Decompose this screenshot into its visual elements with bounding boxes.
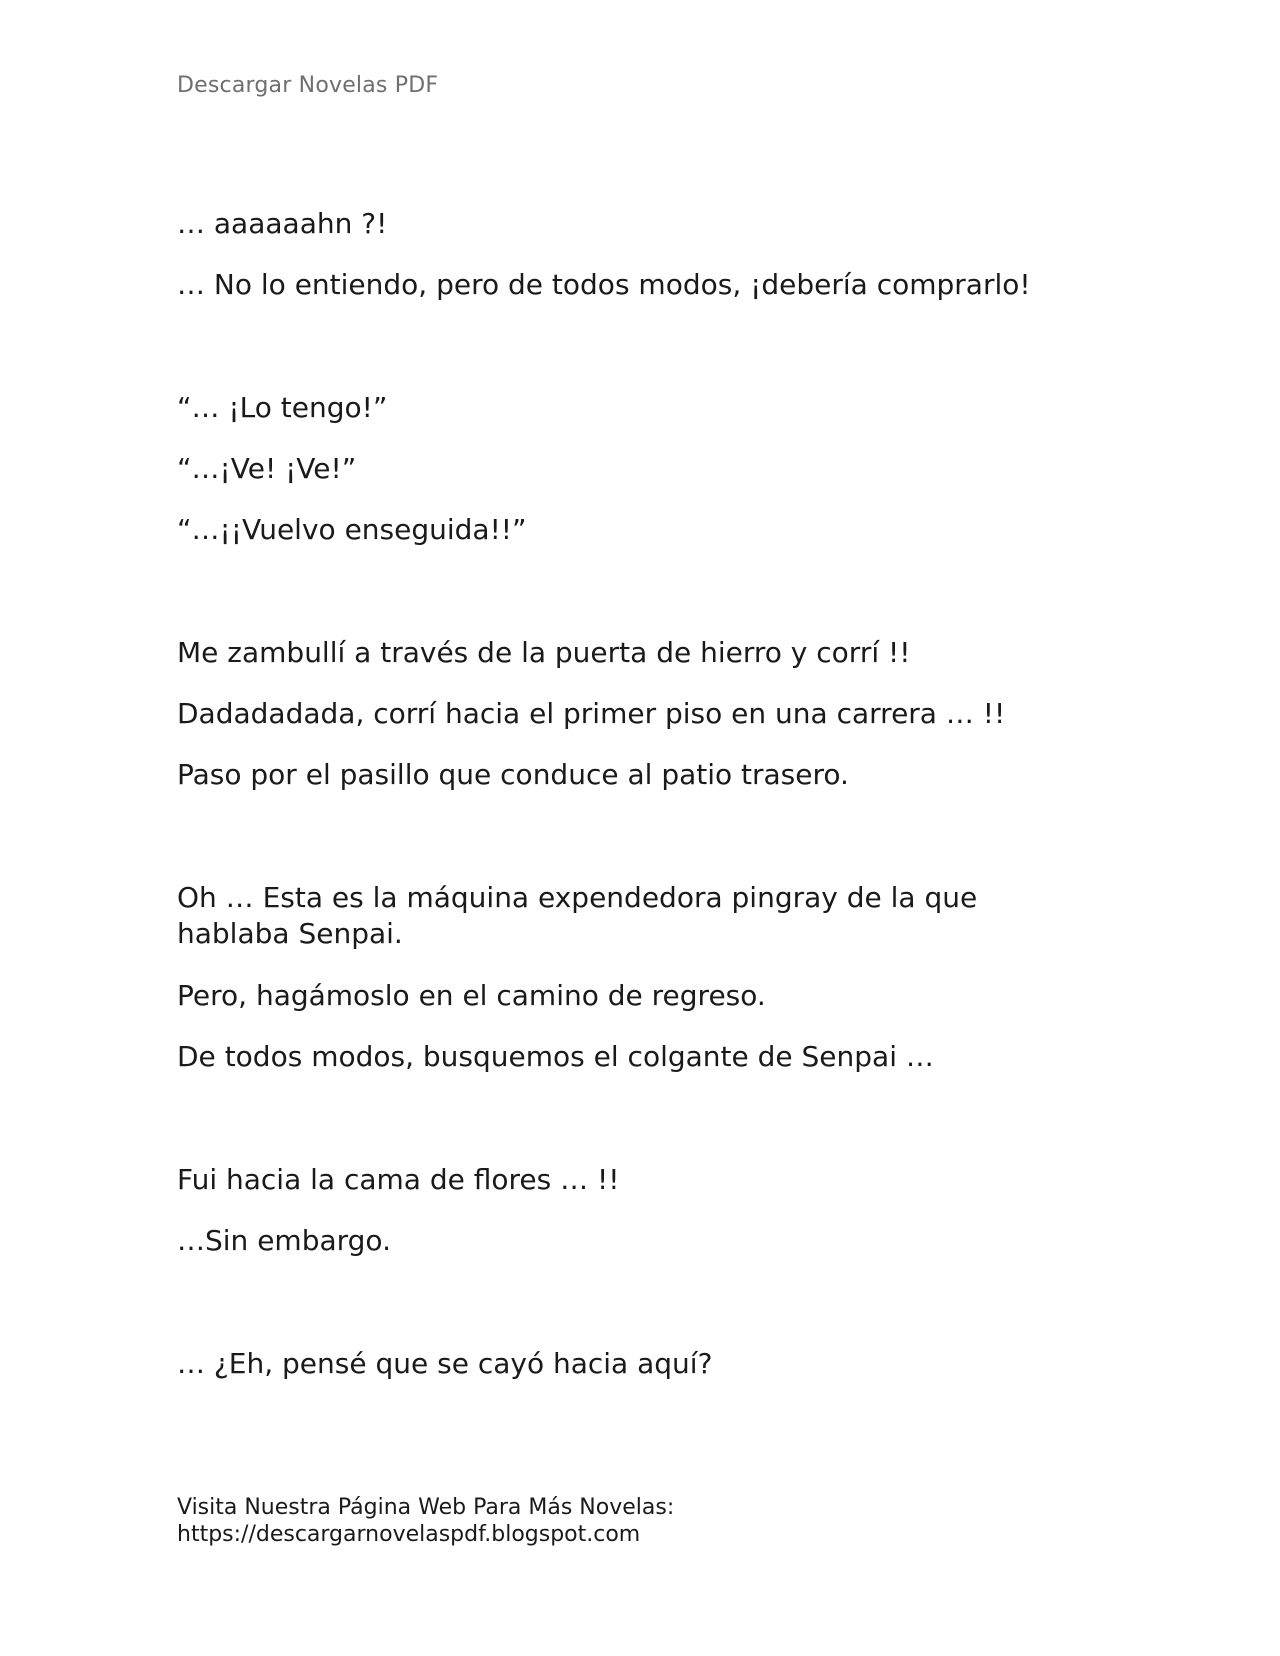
paragraph: De todos modos, busquemos el colgante de Senpai … (177, 1040, 934, 1073)
footer-text: Visita Nuestra Página Web Para Más Novelas: (177, 1495, 675, 1520)
footer-link: https://descargarnovelaspdf.blogspot.com (177, 1522, 641, 1547)
paragraph: “…¡¡Vuelvo enseguida!!” (177, 513, 527, 546)
page-footer (177, 1494, 674, 1548)
paragraph: “… ¡Lo tengo!” (177, 391, 388, 424)
paragraph: “…¡Ve! ¡Ve!” (177, 452, 357, 485)
paragraph: Fui hacia la cama de flores … !! (177, 1163, 620, 1196)
paragraph: … aaaaaahn ?! (177, 207, 388, 240)
paragraph: Dadadadada, corrí hacia el primer piso en una carrera … !! (177, 697, 1006, 730)
paragraph: …Sin embargo. (177, 1224, 391, 1257)
paragraph: … ¿Eh, pensé que se cayó hacia aquí? (177, 1347, 713, 1380)
paragraph: … No lo entiendo, pero de todos modos, ¡debería comprarlo! (177, 268, 1031, 301)
paragraph: Me zambullí a través de la puerta de hierro y corrí !! (177, 636, 911, 669)
paragraph: Oh … Esta es la máquina expendedora pingray de la que hablaba Senpai. (177, 881, 978, 950)
paragraph: Paso por el pasillo que conduce al patio trasero. (177, 758, 849, 791)
paragraph: Pero, hagámoslo en el camino de regreso. (177, 979, 766, 1012)
page-header: Descargar Novelas PDF (177, 73, 439, 98)
